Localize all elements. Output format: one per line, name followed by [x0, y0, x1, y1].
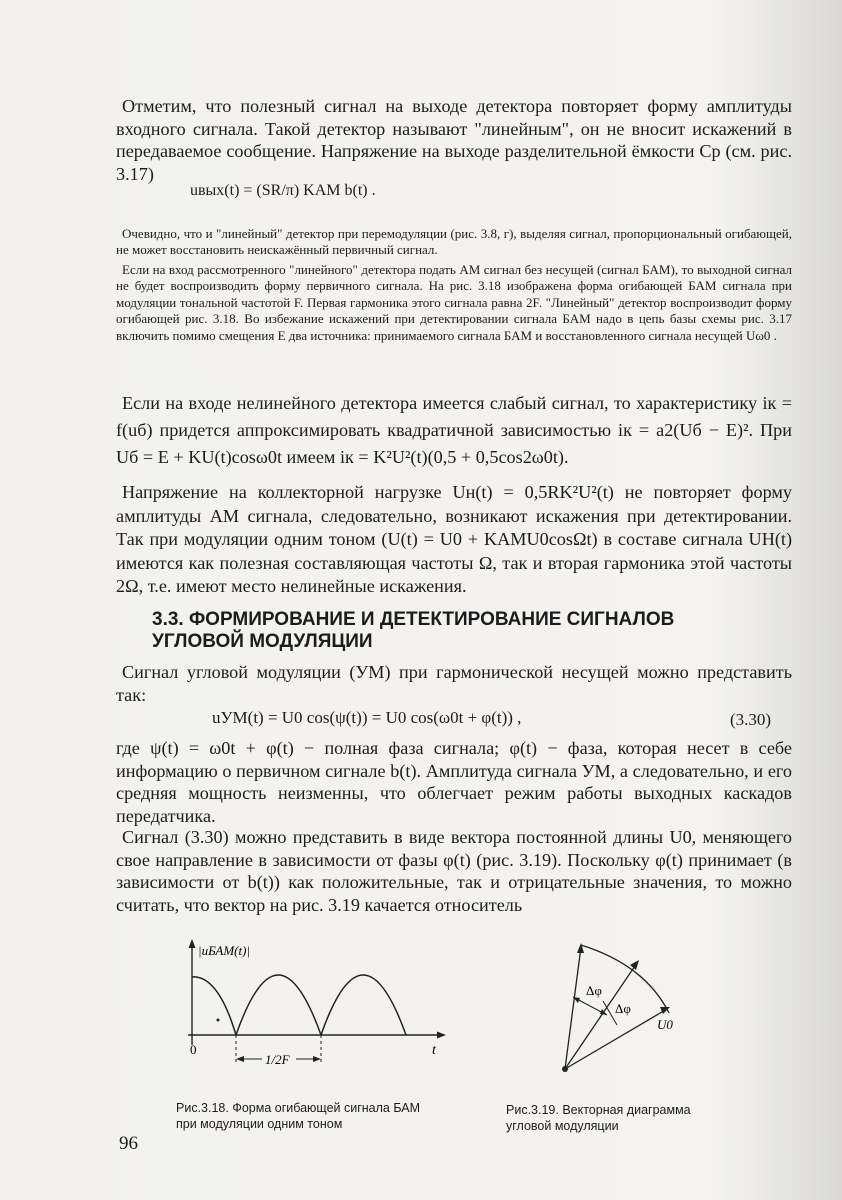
figure-vector-diagram — [545, 935, 695, 1080]
equation-number: (3.30) — [730, 710, 772, 729]
paragraph-1 — [116, 95, 792, 185]
origin-label: 0 — [190, 1042, 197, 1057]
paragraph-6: Сигнал (3.30) можно представить в виде вектора постоянной длины U0, меняющего свое направление в зависимости от фазы φ(t) (рис. 3.19). Поскольку φ(t) принимает (в зависимости от b(t)) как положительные, так и отрицательные значения, то можно считать, что вектор на рис. 3.19 качается относитель — [116, 827, 792, 915]
small-paragraph-1: Очевидно, что и "линейный" детектор при перемодуляции (рис. 3.8, г), выделяя сигнал, пропорциональный огибающей, не может восстановить неискажённый первичный сигнал. — [116, 226, 792, 258]
delta-phi-label-1: Δφ — [586, 983, 602, 998]
paragraph-1-text: Отметим, что полезный сигнал на выходе детектора повторяет форму амплитуды входного сигнала. Такой детектор называют "линейным", он не вносит искажений в передаваемое сообщение. Напряжение на выходе разделительной ёмкости Cр (см. рис. 3.17) — [116, 96, 792, 184]
paragraph-3: Напряжение на коллекторной нагрузке Uн(t) = 0,5RK²U²(t) не повторяет форму амплитуды АМ сигнала, следовательно, возникают искажения при детектировании. Так при модуляции одним тоном (U(t) = U0 + KАМU0cosΩt) в составе сигнала UН(t) имеются как полезная составляющая частоты Ω, так и вторая гармоника этой частоты 2Ω, т.е. имеют место нелинейные искажения. — [116, 482, 792, 596]
page-number: 96 — [119, 1133, 138, 1154]
paragraph-4: Сигнал угловой модуляции (УМ) при гармонической несущей можно представить так: — [116, 662, 792, 705]
figure-bam-envelope — [170, 935, 450, 1075]
vector-label: U0 — [657, 1017, 673, 1032]
delta-phi-label-2: Δφ — [615, 1001, 631, 1016]
period-label: 1/2F — [265, 1052, 290, 1067]
y-axis-label: |uБАМ(t)| — [198, 943, 251, 958]
x-axis-label: t — [432, 1043, 436, 1058]
paragraph-2: Если на входе нелинейного детектора имеется слабый сигнал, то характеристику iк = f(uб) придется аппроксимировать квадратичной зависимостью iк = a2(Uб − E)². При Uб = E + KU(t)cosω0t имеем iк = K²U²(t)(0,5 + 0,5cos2ω0t). — [116, 393, 792, 467]
vector-center — [565, 963, 637, 1069]
formula-um-signal: uУМ(t) = U0 cos(ψ(t)) = U0 cos(ω0t + φ(t)) , — [212, 708, 522, 727]
figure-3-18-caption: Рис.3.18. Форма огибающей сигнала БАМ при модуляции одним тоном — [176, 1101, 421, 1131]
figure-3-19-caption: Рис.3.19. Векторная диаграмма угловой модуляции — [506, 1103, 691, 1133]
vector-right — [565, 1009, 667, 1069]
small-paragraph-2: Если на вход рассмотренного "линейного" детектора подать АМ сигнал без несущей (сигнал БАМ), то выходной сигнал не будет воспроизводить форму первичного сигнала. На рис. 3.18 изображена форма огибающей БАМ сигнала при модуляции тональной частотой F. Первая гармоника этого сигнала равна 2F. "Линейный" детектор воспроизводит форму огибающей рис. 3.18. Во избежание искажений при детектировании сигнала БАМ надо в цепь базы схемы рис. 3.17 включить помимо смещения E два источника: принимаемого сигнала БАМ и восстановленного сигнала несущей Uω0 . — [116, 262, 792, 343]
dot — [217, 1019, 220, 1022]
section-heading: 3.3. ФОРМИРОВАНИЕ И ДЕТЕКТИРОВАНИЕ СИГНАЛОВ УГЛОВОЙ МОДУЛЯЦИИ — [152, 609, 675, 652]
formula-output-voltage: uвых(t) = (SR/π) KАМ b(t) . — [190, 182, 376, 199]
paragraph-5: где ψ(t) = ω0t + φ(t) − полная фаза сигнала; φ(t) − фаза, которая несет в себе информацию о первичном сигнале b(t). Амплитуда сигнала УМ, а следовательно, и его средняя мощность неизменны, что облегчает режим работы выходных каскадов передатчика. — [116, 738, 792, 826]
origin-dot — [562, 1066, 568, 1072]
envelope-curve — [192, 975, 406, 1035]
y-axis-arrow — [189, 939, 196, 948]
x-axis-arrow — [437, 1032, 446, 1039]
vector-left — [565, 947, 581, 1069]
